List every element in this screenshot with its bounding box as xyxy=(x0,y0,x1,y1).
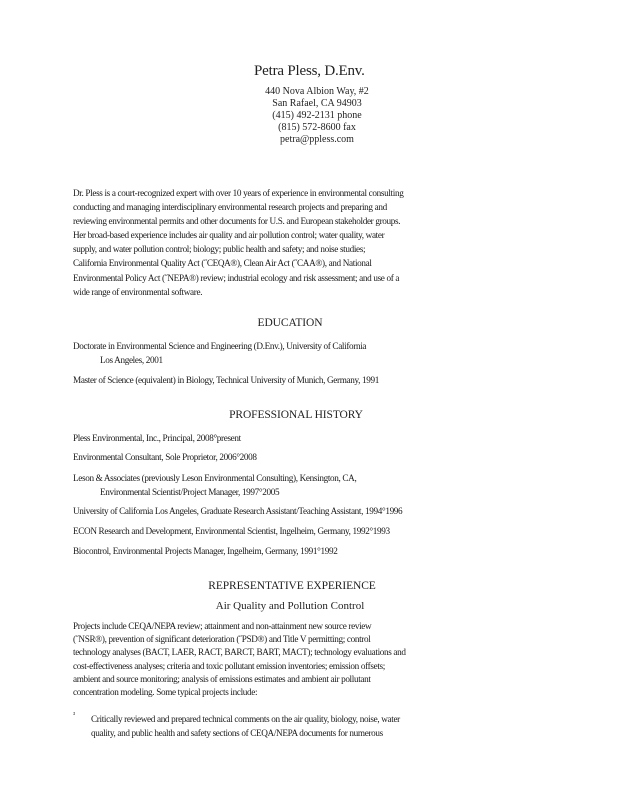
intro-line: technology analyses (BACT, LAER, RACT, BARCT, BART, MACT); technology evaluations and xyxy=(73,647,406,658)
resume-name: Petra Pless, D.Env. xyxy=(254,63,365,79)
summary-line: Dr. Pless is a court-recognized expert with over 10 years of experience in environmental consulting xyxy=(73,188,404,198)
summary-line: conducting and managing interdisciplinary environmental research projects and preparing and xyxy=(73,202,387,213)
bullet-line: Critically reviewed and prepared technical comments on the air quality, biology, noise, water xyxy=(91,714,400,724)
intro-line: concentration modeling. Some typical projects include: xyxy=(73,687,258,698)
address-line-2: San Rafael, CA 94903 xyxy=(272,98,362,109)
phone-number: (415) 492-2131 phone xyxy=(272,110,362,121)
history-entry xyxy=(73,504,402,518)
summary-line: Her broad-based experience includes air quality and air pollution control; water quality, water xyxy=(73,230,385,241)
bullet-line: quality, and public health and safety sections of CEQA/NEPA documents for numerous xyxy=(91,728,383,738)
email-address: petra@ppless.com xyxy=(280,134,354,145)
education-entry-line: Doctorate in Environmental Science and Engineering (D.Env.), University of California xyxy=(73,341,367,351)
summary-paragraph xyxy=(73,186,413,299)
contact-block xyxy=(237,86,397,146)
history-entry-line: Environmental Scientist/Project Manager, 1997°2005 xyxy=(100,487,280,497)
fax-number: (815) 572-8600 fax xyxy=(278,122,356,133)
summary-line: reviewing environmental permits and other documents for U.S. and European stakeholder groups. xyxy=(73,216,401,227)
experience-intro-paragraph xyxy=(73,620,406,699)
summary-line: California Environmental Quality Act (˝CEQA®), Clean Air Act (˝CAA®), and National xyxy=(73,258,372,269)
history-entry xyxy=(73,431,241,445)
intro-line: cost-effectiveness analyses; criteria and toxic pollutant emission inventories; emission offsets; xyxy=(73,660,385,671)
history-entry xyxy=(73,471,356,499)
education-entry xyxy=(73,373,379,387)
history-entry xyxy=(73,524,390,538)
address-line-1: 440 Nova Albion Way, #2 xyxy=(265,86,369,97)
history-entry-line: Leson & Associates (previously Leson Environmental Consulting), Kensington, CA, xyxy=(73,473,357,483)
summary-line: wide range of environmental software. xyxy=(73,286,203,297)
bullet-item xyxy=(91,712,400,740)
education-entry-line: Master of Science (equivalent) in Biology, Technical University of Munich, Germany, 1991 xyxy=(73,375,380,385)
summary-line: Environmental Policy Act (˝NEPA®) review; industrial ecology and risk assessment; and use of a xyxy=(73,272,400,283)
history-entry-line: Environmental Consultant, Sole Proprietor, 2006°2008 xyxy=(73,452,257,462)
professional-history-heading: PROFESSIONAL HISTORY xyxy=(229,409,363,421)
history-entry-line: ECON Research and Development, Environmental Scientist, Ingelheim, Germany, 1992°1993 xyxy=(73,526,390,536)
intro-line: Projects include CEQA/NEPA review; attainment and non-attainment new source review xyxy=(73,621,372,631)
intro-line: ambient and source monitoring; analysis of emissions estimates and ambient air pollutant xyxy=(73,673,371,684)
history-entry-line: Pless Environmental, Inc., Principal, 2008°present xyxy=(73,433,241,443)
summary-line: supply, and water pollution control; biology; public health and safety; and noise studies; xyxy=(73,244,366,255)
history-entry-line: Biocontrol, Environmental Projects Manager, Ingelheim, Germany, 1991°1992 xyxy=(73,546,338,556)
education-entry xyxy=(73,339,366,367)
history-entry-line: University of California Los Angeles, Graduate Research Assistant/Teaching Assistant, 1994°1996 xyxy=(73,506,403,516)
air-quality-subheading: Air Quality and Pollution Control xyxy=(215,600,365,612)
representative-experience-heading: REPRESENTATIVE EXPERIENCE xyxy=(208,580,376,592)
bullet-marker: ³ xyxy=(73,711,75,719)
education-entry-line: Los Angeles, 2001 xyxy=(100,355,163,365)
history-entry xyxy=(73,450,257,464)
intro-line: (˝NSR®), prevention of significant deterioration (˝PSD®) and Title V permitting; control xyxy=(73,634,371,645)
education-heading: EDUCATION xyxy=(257,317,323,329)
history-entry xyxy=(73,544,337,558)
